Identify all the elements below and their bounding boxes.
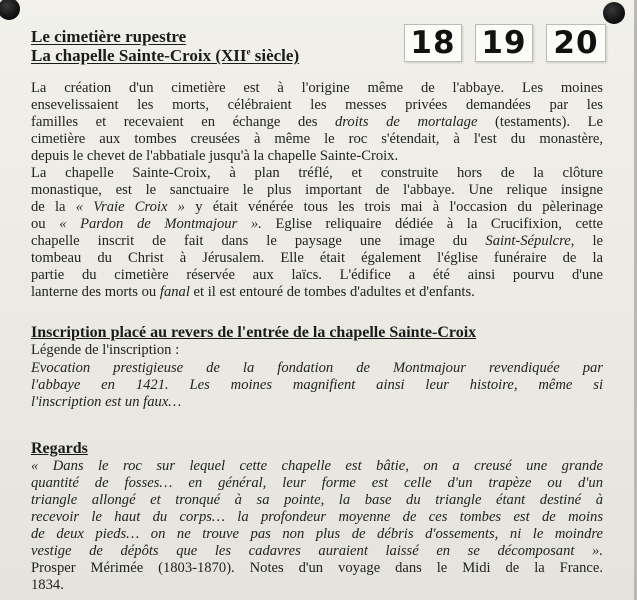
- text-line: lanterne des morts ou fanal et il est entouré de tombes d'adultes et d'enfants.: [31, 284, 475, 300]
- text-line: de deux pieds… on ne trouve pas non plus de débris d'ossements, ni le moindre: [31, 526, 603, 542]
- pushpin-icon: [0, 0, 20, 20]
- text-line: ou « Pardon de Montmajour ». Eglise reliquaire dédiée à la Crucifixion, cette: [31, 216, 603, 232]
- pushpin-icon: [603, 2, 625, 24]
- panel-subtitle: La chapelle Sainte-Croix (XIIe siècle): [31, 46, 300, 65]
- text-line: cimetière aux tombes creusées à même le roc s'étendait, à l'est du monastère,: [31, 131, 603, 147]
- text-line: familles et recevaient en échange des droits de mortalage (testaments). Le: [31, 114, 603, 130]
- text-line: l'abbaye en 1421. Les moines magnifient ainsi leur histoire, même si: [31, 377, 603, 393]
- inscription-heading: Inscription placé au revers de l'entrée de la chapelle Sainte-Croix: [31, 324, 477, 341]
- text-line: « Dans le roc sur lequel cette chapelle est bâtie, on a creusé une grande: [31, 458, 603, 474]
- text-line: quantité de fosses… en général, leur forme est celle d'un trapèze ou d'un: [31, 475, 603, 491]
- text-line: partie du cimetière réservée aux laïcs. L'édifice a été ainsi pourvu d'une: [31, 267, 603, 283]
- text-line: l'inscription est un faux…: [31, 394, 182, 410]
- inscription-legend: Légende de l'inscription :: [31, 342, 180, 358]
- text-line: triangle allongé et tronqué à sa pointe, la base du triangle étant destiné à: [31, 492, 603, 508]
- room-number-18: 18: [404, 24, 462, 62]
- text-line: La chapelle Sainte-Croix, à plan tréflé, et construite hors de la clôture: [31, 165, 603, 181]
- text-line: tombeau du Christ à Jérusalem. Elle était également l'église funéraire de la: [31, 250, 603, 266]
- text-line: monastique, est le sanctuaire le plus important de l'abbaye. Une relique insigne: [31, 182, 603, 198]
- room-number-20: 20: [546, 24, 606, 62]
- text-line: chapelle inscrit de fait dans le paysage une image du Saint-Sépulcre, le: [31, 233, 603, 249]
- text-line: de la « Vraie Croix » y était vénérée tous les trois mai à l'occasion du pèlerinage: [31, 199, 603, 215]
- text-line: recevoir le haut du corps… la profondeur moyenne de ces tombes est de moins: [31, 509, 603, 525]
- panel-title: Le cimetière rupestre: [31, 27, 187, 46]
- citation-line: Prosper Mérimée (1803-1870). Notes d'un voyage dans le Midi de la France.: [31, 560, 603, 576]
- room-number-19: 19: [475, 24, 533, 62]
- regards-heading: Regards: [31, 440, 88, 457]
- text-line: Evocation prestigieuse de la fondation de Montmajour revendiquée par: [31, 360, 603, 376]
- text-line: vestige de dépôts que les cadavres auraient laissé en se décomposant ».: [31, 543, 603, 559]
- text-line: depuis le chevet de l'abbatiale jusqu'à la chapelle Sainte-Croix.: [31, 148, 399, 164]
- text-line: La création d'un cimetière est à l'origine même de l'abbaye. Les moines: [31, 80, 603, 96]
- citation-year: 1834.: [31, 577, 64, 593]
- text-line: ensevelissaient les morts, célébraient les messes privées demandées par les: [31, 97, 603, 113]
